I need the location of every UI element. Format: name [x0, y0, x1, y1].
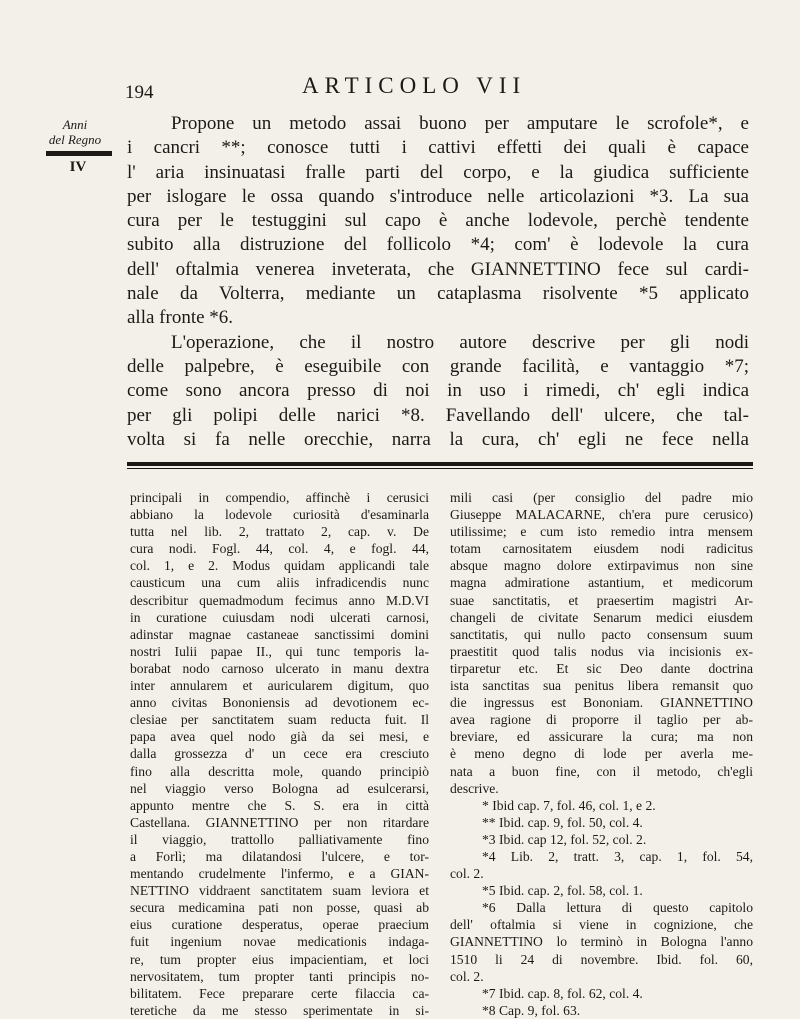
- footnote-line: col. 2.: [450, 866, 484, 882]
- note-line: Giuseppe MALACARNE, ch'era pure cerusico): [450, 507, 753, 523]
- footnote-line: *4 Lib. 2, tratt. 3, cap. 1, fol. 54,: [482, 848, 753, 864]
- note-line: die ingressus est Bononiam. GIANNETTINO: [450, 695, 753, 711]
- note-line: appunto mentre che S. S. era in città: [130, 797, 429, 813]
- note-line: principali in compendio, affinchè i cerusici: [130, 490, 429, 505]
- margin-note-line1: Anni: [62, 117, 88, 132]
- note-line: suae sanctitatis, et praesertim magistri Ar-: [450, 592, 753, 608]
- note-line: inter annularem et auricularem digitum, quo: [130, 678, 429, 694]
- note-line: mentando crudelmente l'infermo, e a GIAN-: [130, 866, 429, 882]
- text-line: dell' oftalmia venerea inveterata, che GIANNETTINO fece sul cardi-: [127, 258, 749, 280]
- note-line: col. 1, e 2. Modus quidam applicandi tale: [130, 558, 429, 574]
- note-line: tirparetur etc. Et sic Deo dante doctrina: [450, 660, 753, 676]
- note-line: absque magno dolore extirpavimus non sine: [450, 558, 753, 574]
- text-line: alla fronte *6.: [127, 307, 234, 329]
- note-line: cura nodi. Fogl. 44, col. 4, e fogl. 44,: [130, 541, 429, 557]
- text-line: volta si fa nelle orecchie, narra la cura, ch' egli ne fece nella: [127, 428, 749, 450]
- note-line: descrive.: [450, 780, 499, 796]
- margin-volume: IV: [69, 159, 87, 175]
- text-line: i cancri **; conosce tutti i cattivi effetti dei quali è capace: [127, 137, 749, 159]
- note-line: changeli de civitate Senarum medici eiusdem: [450, 609, 753, 625]
- footnote-line: *7 Ibid. cap. 8, fol. 62, col. 4.: [482, 985, 643, 1001]
- footnote-line: *5 Ibid. cap. 2, fol. 58, col. 1.: [482, 883, 643, 899]
- text-line: Propone un metodo assai buono per amputare le scrofole*, e: [171, 113, 749, 134]
- note-line: Castellana. GIANNETTINO per non ritardare: [130, 814, 429, 830]
- text-line: per gli polipi delle narici *8. Favellando dell' ulcere, che tal-: [127, 404, 749, 426]
- text-line: come sono ancora presso di noi in uso i rimedi, ch' egli indica: [127, 380, 749, 402]
- note-line: utilissime; e cum isto remedio intra mensem: [450, 524, 753, 540]
- note-line: papa avea quel nodo già da sei mesi, e: [130, 729, 429, 745]
- note-line: nata a buon fine, con il metodo, ch'egli: [450, 763, 753, 779]
- note-line: NETTINO viddraent sanctitatem suam leviora et: [130, 883, 429, 899]
- note-line: adinstar magnae castaneae sanctissimi domini: [130, 626, 429, 642]
- note-line: avea ragione di proporre il taglio per ab-: [450, 712, 753, 728]
- note-line: breviare, ed assicurare la cura; ma non: [450, 729, 753, 745]
- footnote-line: *8 Cap. 9, fol. 63.: [482, 1002, 581, 1018]
- text-line: per islogare le ossa quando s'introduce nelle articolazioni *3. La sua: [127, 185, 749, 207]
- note-line: describitur quemadmodum fecimus anno M.D.VI: [130, 592, 429, 608]
- note-line: mili casi (per consiglio del padre mio: [450, 490, 753, 505]
- margin-note: [30, 117, 120, 175]
- main-text: [127, 112, 749, 452]
- footnote-separator: [127, 462, 753, 466]
- note-line: nel viaggio verso Bologna ad esulcerarsi,: [130, 780, 429, 796]
- note-line: borabat nodo carnoso ulcerato in manu dextra: [130, 660, 429, 676]
- note-line: nervositatem, tum propter tanti principis no-: [130, 968, 429, 984]
- note-line: teretiche da me stesso sperimentate in si-: [130, 1002, 429, 1018]
- note-line: fino alla descritta mole, quando principiò: [130, 763, 429, 779]
- text-line: nale da Volterra, mediante un cataplasma risolvente *5 applicato: [127, 283, 749, 305]
- margin-note-line2: del Regno: [48, 132, 102, 147]
- note-line: ista sanctitas sua penitus libera remansit quo: [450, 678, 753, 694]
- margin-rule: [46, 151, 112, 156]
- note-line: dalla grossezza d' un cece era cresciuto: [130, 746, 429, 762]
- text-line: cura per le testuggini sul capo è anche lodevole, perchè tendente: [127, 210, 749, 232]
- footnote-line: GIANNETTINO lo terminò in Bologna l'anno: [450, 934, 753, 950]
- text-line: delle palpebre, è eseguibile con grande facilità, e vantaggio *7;: [127, 355, 749, 377]
- footnote-line: * Ibid cap. 7, fol. 46, col. 1, e 2.: [482, 797, 656, 813]
- note-line: in curatione cuiusdam nodi ulcerati carnosi,: [130, 609, 429, 625]
- note-line: a Forlì; ma dilatandosi l'ulcere, e tor-: [130, 848, 429, 864]
- note-line: magna admiratione astantium, et medicorum: [450, 575, 753, 591]
- footnote-line: dell' oftalmia si viene in cognizione, che: [450, 917, 753, 933]
- footnote-line: *3 Ibid. cap 12, fol. 52, col. 2.: [482, 831, 647, 847]
- text-line: subito alla distruzione del follicolo *4; com' è lodevole la cura: [127, 234, 749, 256]
- footnote-column-right: [450, 489, 753, 1019]
- article-heading: ARTICOLO VII: [302, 73, 527, 98]
- text-line: l' aria insinuatasi fralle parti del corpo, e la giudica sufficiente: [127, 161, 749, 183]
- note-line: fuit ingenium novae medicationis indaga-: [130, 934, 429, 950]
- note-line: bilitatem. Fece preparare certe filaccia ca-: [130, 985, 429, 1001]
- note-line: nostri Iulii papae II., qui tunc temporis la-: [130, 643, 429, 659]
- text-line: L'operazione, che il nostro autore descrive per gli nodi: [171, 331, 749, 353]
- note-line: secura medicamina pati non posse, quasi ab: [130, 900, 429, 916]
- page-number: 194: [125, 82, 154, 103]
- footnote-line: 1510 li 24 di novembre. Ibid. fol. 60,: [450, 951, 753, 967]
- note-line: anno civitas Bononiensis ad devotionem ec-: [130, 695, 429, 711]
- note-line: praestitit quod talis nodus via incisionis ex-: [450, 643, 753, 659]
- footnote-line: *6 Dalla lettura di questo capitolo: [482, 900, 753, 916]
- note-line: causticum una cum aliis infradicendis nunc: [130, 575, 429, 591]
- footnote-line: col. 2.: [450, 968, 484, 984]
- note-line: re, tum propter eius impacientiam, et loci: [130, 951, 429, 967]
- note-line: il viaggio, trattollo palliativamente fino: [130, 831, 429, 847]
- note-line: sanctitatis, qui nullo pacto consensum suum: [450, 626, 753, 642]
- footnote-separator-thin: [127, 468, 753, 469]
- footnote-column-left: [130, 489, 429, 1019]
- note-line: totam carnositatem eiusdem nodi radicitus: [450, 541, 753, 557]
- note-line: tutta nel lib. 2, trattato 2, cap. v. De: [130, 524, 429, 540]
- footnote-line: ** Ibid. cap. 9, fol. 50, col. 4.: [482, 814, 643, 830]
- note-line: clesiae per sanctitatem suam reducta fuit. Il: [130, 712, 429, 728]
- note-line: è meno degno di lode per averla me-: [450, 746, 753, 762]
- note-line: abbiano la lodevole curiosità d'esaminarla: [130, 507, 429, 523]
- note-line: eius curatione desperatus, operae praecium: [130, 917, 429, 933]
